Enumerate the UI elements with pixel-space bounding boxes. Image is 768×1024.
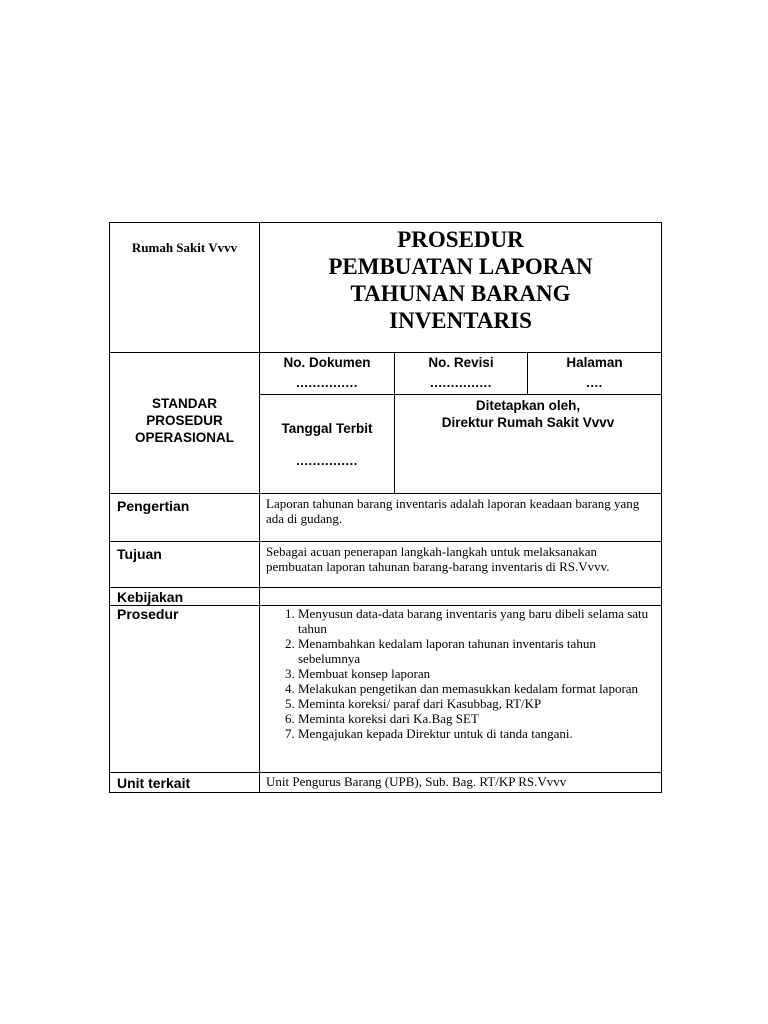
prosedur-steps-cell (260, 606, 662, 773)
no-revisi-label: No. Revisi (428, 355, 494, 370)
no-dokumen-value: ............... (296, 375, 358, 390)
unit-terkait-label: Unit terkait (110, 773, 260, 793)
sop-name-line: PROSEDUR (146, 412, 223, 428)
ditetapkan-line: Ditetapkan oleh, (475, 398, 581, 413)
document-title (260, 223, 662, 353)
sop-name-cell (110, 353, 260, 494)
prosedur-step: 4. Melakukan pengetikan dan memasukkan kedalam format laporan (298, 681, 657, 696)
sop-name-line: OPERASIONAL (134, 429, 234, 445)
halaman-value: .... (586, 375, 603, 390)
ditetapkan-signer: Direktur Rumah Sakit Vvvv (441, 415, 615, 430)
tanggal-terbit-label: Tanggal Terbit (281, 421, 373, 436)
prosedur-step: 1. Menyusun data-data barang inventaris yang baru dibeli selama satu tahun (298, 606, 657, 636)
kebijakan-text (260, 588, 662, 606)
title-line: PEMBUATAN LAPORAN (328, 254, 593, 279)
prosedur-step: 5. Meminta koreksi/ paraf dari Kasubbag, RT/KP (298, 696, 657, 711)
ditetapkan-cell (395, 395, 662, 494)
hospital-name-cell (110, 223, 260, 353)
prosedur-step: 3. Membuat konsep laporan (298, 666, 657, 681)
tujuan-label: Tujuan (110, 542, 260, 588)
tanggal-terbit-value: ............... (296, 453, 358, 468)
prosedur-step: 2. Menambahkan kedalam laporan tahunan inventaris tahun sebelumnya (298, 636, 657, 666)
prosedur-label: Prosedur (110, 606, 260, 773)
hospital-name: Rumah Sakit Vvvv (131, 240, 238, 255)
halaman-cell (528, 353, 662, 395)
title-line: PROSEDUR (397, 227, 524, 252)
title-line: TAHUNAN BARANG (350, 281, 571, 306)
kebijakan-label: Kebijakan (110, 588, 260, 606)
sop-name-line: STANDAR (152, 395, 217, 411)
no-dokumen-label: No. Dokumen (283, 355, 371, 370)
sop-table (109, 222, 662, 793)
unit-terkait-text: Unit Pengurus Barang (UPB), Sub. Bag. RT/KP RS.Vvvv (260, 773, 662, 793)
title-line: INVENTARIS (389, 308, 532, 333)
prosedur-step: 6. Meminta koreksi dari Ka.Bag SET (298, 711, 657, 726)
no-dokumen-cell (260, 353, 395, 395)
tujuan-text: Sebagai acuan penerapan langkah-langkah untuk melaksanakan pembuatan laporan tahunan barang-barang inventaris di RS.Vvvv. (260, 542, 662, 588)
pengertian-text: Laporan tahunan barang inventaris adalah laporan keadaan barang yang ada di gudang. (260, 494, 662, 542)
tanggal-terbit-cell (260, 395, 395, 494)
prosedur-step: 7. Mengajukan kepada Direktur untuk di tanda tangani. (298, 726, 657, 741)
prosedur-steps (266, 606, 657, 741)
no-revisi-value: ............... (430, 375, 492, 390)
halaman-label: Halaman (566, 355, 623, 370)
pengertian-label: Pengertian (110, 494, 260, 542)
no-revisi-cell (395, 353, 528, 395)
